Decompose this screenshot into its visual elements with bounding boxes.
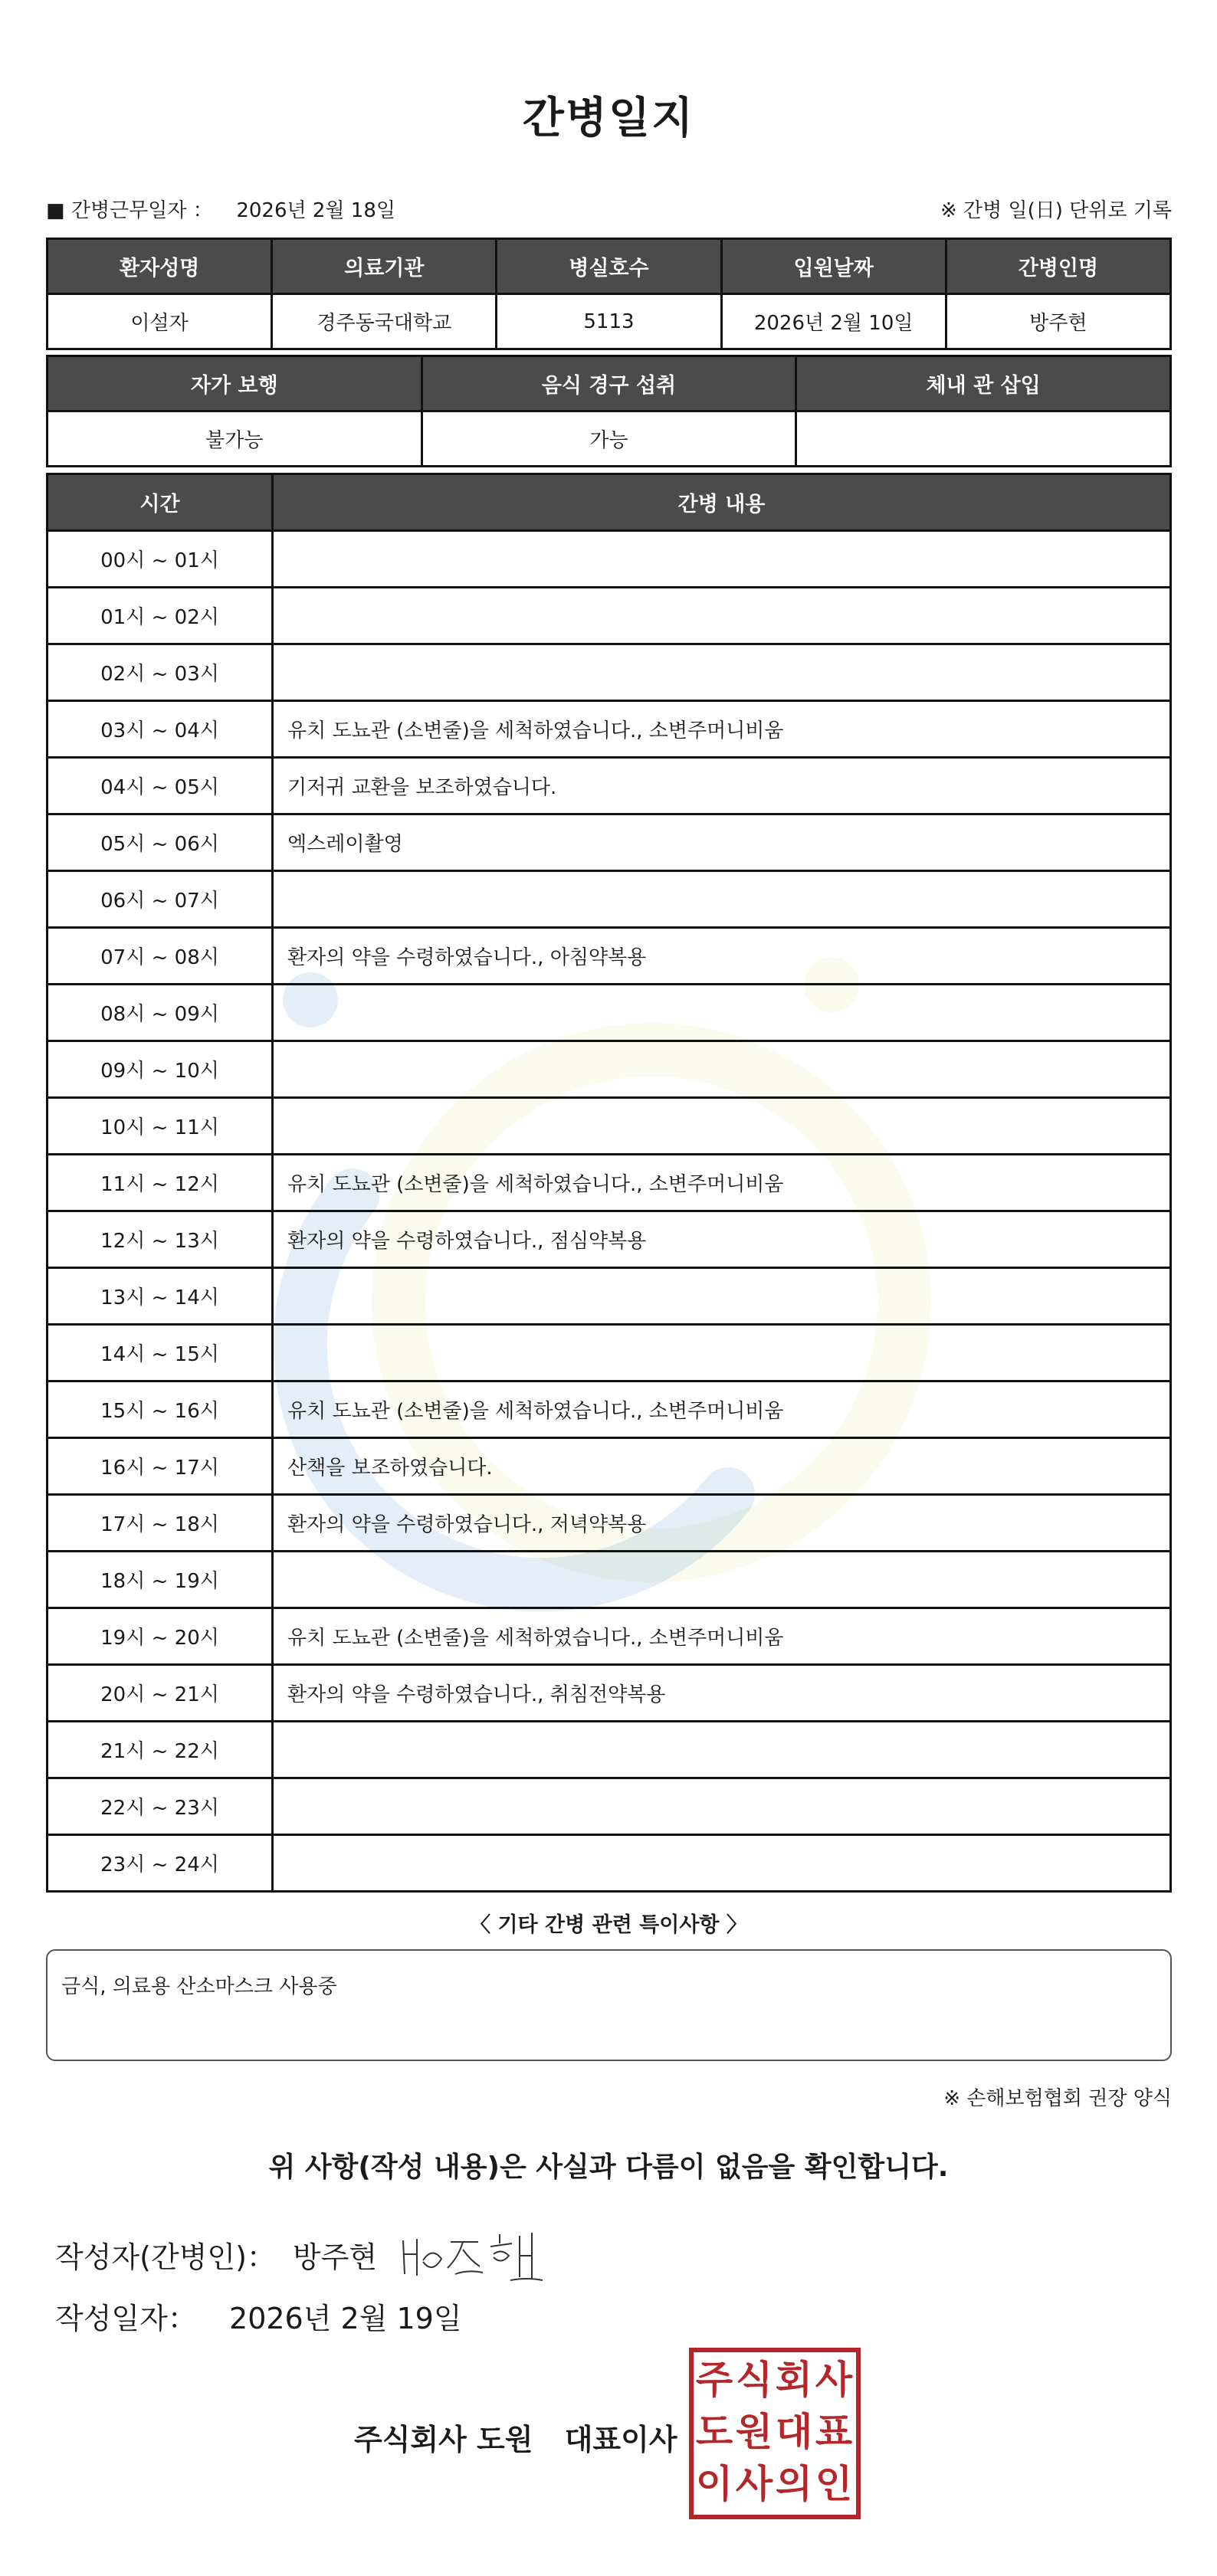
header-self-walking: 자가 보행 [48, 356, 422, 411]
log-time: 19시 ~ 20시 [48, 1608, 273, 1665]
header-time: 시간 [48, 474, 273, 531]
log-content [273, 644, 1171, 701]
log-content [273, 1778, 1171, 1835]
company-signature [354, 2416, 677, 2458]
log-content [273, 1835, 1171, 1892]
header-admission-date: 입원날짜 [721, 239, 946, 294]
header-room: 병실호수 [497, 239, 721, 294]
log-row [48, 1041, 1171, 1098]
institution: 경주동국대학교 [272, 294, 497, 349]
log-time: 00시 ~ 01시 [48, 531, 273, 588]
header-tube-insertion: 체내 관 삽입 [796, 356, 1171, 411]
recommend-note: ※ 손해보험협회 권장 양식 [943, 2087, 1172, 2110]
seal-character: 주 [695, 2358, 733, 2402]
header-care-content: 간병 내용 [273, 474, 1171, 531]
self-walking-value: 불가능 [48, 411, 422, 467]
log-row [48, 871, 1171, 928]
write-date-value: 2026년 2월 19일 [229, 2302, 462, 2335]
log-row [48, 531, 1171, 588]
patient-info-value-row [48, 294, 1171, 349]
log-time: 12시 ~ 13시 [48, 1211, 273, 1268]
writer-name: 방주현 [292, 2240, 378, 2274]
log-content: 엑스레이촬영 [273, 814, 1171, 871]
company-representative: 대표이사 [564, 2423, 677, 2456]
write-date-label: 작성일자： [55, 2302, 197, 2335]
log-content [273, 588, 1171, 644]
log-time: 07시 ~ 08시 [48, 928, 273, 985]
log-row [48, 1552, 1171, 1608]
log-content: 기저귀 교환을 보조하였습니다. [273, 758, 1171, 814]
log-time: 20시 ~ 21시 [48, 1665, 273, 1722]
confirm-statement: 위 사항(작성 내용)은 사실과 다름이 없음을 확인합니다. [268, 2152, 949, 2183]
unit-note: ※ 간병 일(日) 단위로 기록 [940, 198, 1172, 222]
log-time: 17시 ~ 18시 [48, 1495, 273, 1552]
log-time: 06시 ~ 07시 [48, 871, 273, 928]
log-content [273, 871, 1171, 928]
log-content [273, 1325, 1171, 1381]
log-row [48, 1381, 1171, 1438]
log-row [48, 1325, 1171, 1381]
patient-info-table [46, 238, 1172, 350]
care-status-value-row [48, 411, 1171, 467]
oral-intake-value: 가능 [422, 411, 796, 467]
company-seal-stamp [688, 2347, 861, 2520]
log-row [48, 1608, 1171, 1665]
log-content: 산책을 보조하였습니다. [273, 1438, 1171, 1495]
tube-insertion-value [796, 411, 1171, 467]
seal-character: 사 [735, 2462, 773, 2506]
log-row [48, 985, 1171, 1041]
writer-label: 작성자(간병인)： [55, 2240, 276, 2274]
log-row [48, 1155, 1171, 1211]
log-time: 13시 ~ 14시 [48, 1268, 273, 1325]
write-date-row [55, 2295, 462, 2337]
log-time: 15시 ~ 16시 [48, 1381, 273, 1438]
seal-character: 도 [695, 2410, 733, 2454]
header-patient-name: 환자성명 [48, 239, 272, 294]
patient-name: 이설자 [48, 294, 272, 349]
log-row [48, 814, 1171, 871]
care-log-table [46, 473, 1172, 1893]
notes-text: 금식, 의료용 산소마스크 사용중 [61, 1975, 337, 1998]
caregiver-name: 방주현 [946, 294, 1170, 349]
work-date-value: 2026년 2월 18일 [236, 198, 395, 222]
patient-info-header-row [48, 239, 1171, 294]
seal-character: 의 [775, 2462, 813, 2506]
log-row [48, 644, 1171, 701]
log-content [273, 1552, 1171, 1608]
room-number: 5113 [497, 294, 721, 349]
log-content [273, 531, 1171, 588]
log-time: 14시 ~ 15시 [48, 1325, 273, 1381]
log-time: 10시 ~ 11시 [48, 1098, 273, 1155]
writer-row [55, 2224, 550, 2285]
care-status-table [46, 355, 1172, 467]
log-time: 09시 ~ 10시 [48, 1041, 273, 1098]
log-row [48, 1778, 1171, 1835]
admission-date: 2026년 2월 10일 [721, 294, 946, 349]
seal-character: 회 [775, 2358, 813, 2402]
meta-row [46, 193, 1172, 224]
log-row [48, 1438, 1171, 1495]
seal-character: 사 [815, 2358, 853, 2402]
handwritten-signature [397, 2224, 550, 2285]
log-time: 02시 ~ 03시 [48, 644, 273, 701]
seal-character: 인 [815, 2462, 853, 2506]
log-row [48, 1268, 1171, 1325]
work-date-label: ■ 간병근무일자 ： [46, 198, 213, 222]
notes-box [46, 1949, 1172, 2061]
log-row [48, 701, 1171, 758]
log-row [48, 1722, 1171, 1778]
log-content: 환자의 약을 수령하였습니다., 점심약복용 [273, 1211, 1171, 1268]
log-time: 08시 ~ 09시 [48, 985, 273, 1041]
log-time: 22시 ~ 23시 [48, 1778, 273, 1835]
log-content: 환자의 약을 수령하였습니다., 아침약복용 [273, 928, 1171, 985]
document-title: 간병일지 [522, 93, 695, 143]
log-time: 21시 ~ 22시 [48, 1722, 273, 1778]
company-name: 주식회사 도원 [354, 2423, 533, 2456]
seal-character: 표 [815, 2410, 853, 2454]
care-status-header-row [48, 356, 1171, 411]
header-oral-intake: 음식 경구 섭취 [422, 356, 796, 411]
log-time: 16시 ~ 17시 [48, 1438, 273, 1495]
log-content: 유치 도뇨관 (소변줄)을 세척하였습니다., 소변주머니비움 [273, 1381, 1171, 1438]
log-time: 23시 ~ 24시 [48, 1835, 273, 1892]
log-row [48, 1495, 1171, 1552]
care-log-body [48, 531, 1171, 1892]
log-time: 03시 ~ 04시 [48, 701, 273, 758]
log-content: 유치 도뇨관 (소변줄)을 세척하였습니다., 소변주머니비움 [273, 701, 1171, 758]
seal-character: 대 [775, 2410, 813, 2454]
seal-character: 식 [735, 2358, 773, 2402]
log-time: 04시 ~ 05시 [48, 758, 273, 814]
work-date [46, 195, 395, 223]
log-content: 유치 도뇨관 (소변줄)을 세척하였습니다., 소변주머니비움 [273, 1608, 1171, 1665]
log-row [48, 758, 1171, 814]
log-row [48, 1211, 1171, 1268]
log-time: 11시 ~ 12시 [48, 1155, 273, 1211]
log-content [273, 1098, 1171, 1155]
notes-title: 〈 기타 간병 관련 특이사항 〉 [470, 1913, 747, 1937]
log-row [48, 1665, 1171, 1722]
log-content [273, 1041, 1171, 1098]
log-time: 01시 ~ 02시 [48, 588, 273, 644]
seal-character: 이 [695, 2462, 733, 2506]
log-content [273, 1268, 1171, 1325]
seal-character: 원 [735, 2410, 773, 2454]
log-content: 환자의 약을 수령하였습니다., 저녁약복용 [273, 1495, 1171, 1552]
log-content: 유치 도뇨관 (소변줄)을 세척하였습니다., 소변주머니비움 [273, 1155, 1171, 1211]
log-content [273, 1722, 1171, 1778]
log-row [48, 1835, 1171, 1892]
seal-characters [696, 2358, 853, 2506]
log-time: 05시 ~ 06시 [48, 814, 273, 871]
log-time: 18시 ~ 19시 [48, 1552, 273, 1608]
log-row [48, 588, 1171, 644]
header-caregiver-name: 간병인명 [946, 239, 1170, 294]
care-log-header-row [48, 474, 1171, 531]
log-row [48, 928, 1171, 985]
header-institution: 의료기관 [272, 239, 497, 294]
log-content [273, 985, 1171, 1041]
log-content: 환자의 약을 수령하였습니다., 취침전약복용 [273, 1665, 1171, 1722]
log-row [48, 1098, 1171, 1155]
